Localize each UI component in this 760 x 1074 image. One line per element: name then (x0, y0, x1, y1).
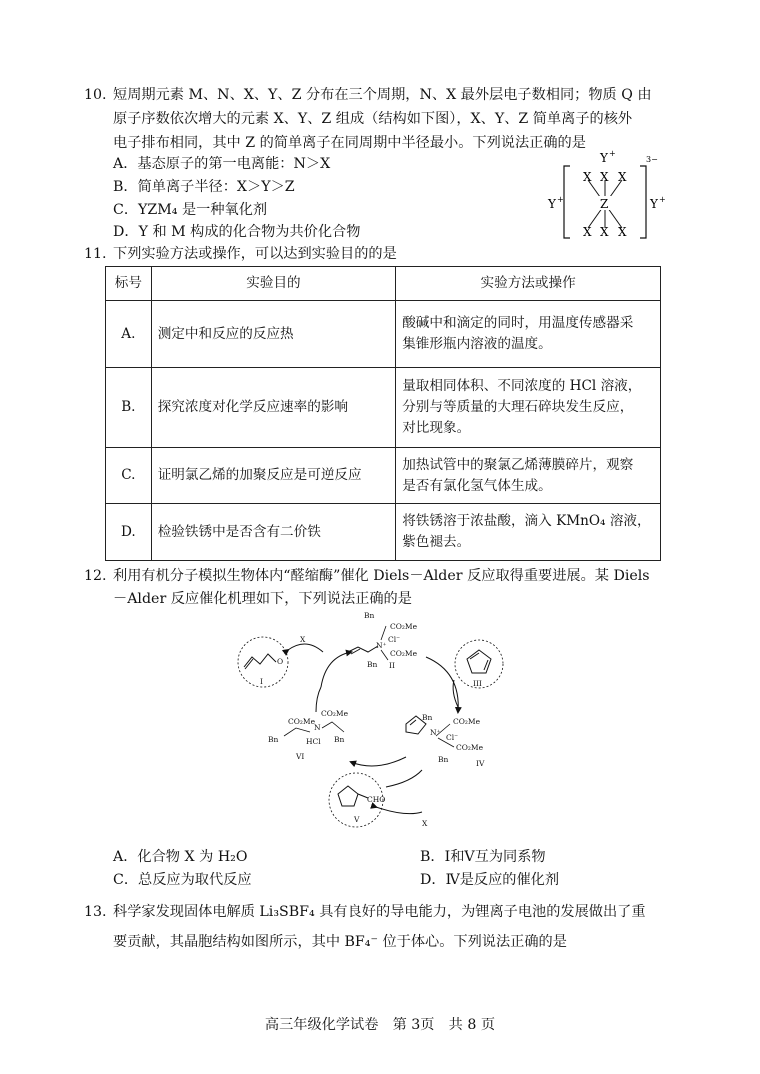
q10-ligand-tm: X (600, 170, 609, 184)
row-method (396, 368, 661, 448)
q10-option-d: D．Y 和 M 构成的化合物为共价化合物 (113, 224, 361, 240)
q10-stem-line-3: 电子排布相同，其中 Z 的简单离子在同周期中半径最小。下列说法正确的是 (113, 135, 586, 151)
q10-cation-top: Y (600, 151, 608, 165)
q13-number: 13. (84, 904, 107, 920)
table-row (106, 301, 661, 368)
q12-option-c: C．总反应为取代反应 (113, 872, 252, 888)
q11-stem: 下列实验方法或操作，可以达到实验目的的是 (113, 246, 397, 262)
compound-II-co2me-top: CO₂Me (390, 622, 418, 631)
arrow-X-label: X (300, 635, 306, 644)
row-method (396, 504, 661, 561)
row-purpose: 证明氯乙烯的加聚反应是可逆反应 (151, 448, 396, 504)
compound-I-label: I (260, 677, 263, 686)
row-purpose: 检验铁锈中是否含有二价铁 (151, 504, 396, 561)
compound-IV-nplus: N⁺ (430, 728, 441, 737)
q12-option-a: A．化合物 X 为 H₂O (113, 849, 248, 865)
q10-cation-left-charge: + (557, 195, 564, 204)
q12-option-b: B．Ⅰ和Ⅴ互为同系物 (420, 849, 546, 865)
q10-cation-left: Y (548, 197, 556, 211)
compound-V-label: V (354, 815, 360, 824)
q13-stem-line-2: 要贡献，其晶胞结构如图所示，其中 BF₄⁻ 位于体心。下列说法正确的是 (113, 934, 567, 950)
compound-VI-n: N (314, 723, 321, 732)
q10-option-c: C．YZM₄ 是一种氧化剂 (113, 202, 268, 218)
row-label: C. (106, 448, 152, 504)
q10-ligand-tr: X (618, 170, 627, 184)
q10-ligand-tl: X (583, 170, 592, 184)
method-line: 加热试管中的聚氯乙烯薄膜碎片，观察 (402, 456, 634, 473)
q11-number: 11. (84, 246, 107, 262)
compound-VI-bn-left: Bn (268, 735, 279, 744)
q10-cation-right: Y (650, 197, 658, 211)
q10-ligand-bl: X (583, 225, 592, 239)
row-method (396, 448, 661, 504)
q10-ligand-br: X (618, 225, 627, 239)
method-line: 将铁锈溶于浓盐酸，滴入 KMnO₄ 溶液， (402, 513, 651, 529)
compound-VI-hcl: HCl (306, 737, 321, 746)
q12-stem-line-2: －Alder 反应催化机理如下，下列说法正确的是 (113, 591, 412, 607)
compound-IV-co2me-top: CO₂Me (453, 717, 481, 726)
compound-II-bn-top: Bn (364, 612, 375, 620)
compound-II-label: II (389, 661, 395, 670)
q10-stem-line-2: 原子序数依次增大的元素 X、Y、Z 组成（结构如下图），X、Y、Z 简单离子的核外 (113, 111, 633, 127)
q13-stem-line-1: 科学家发现固体电解质 Li₃SBF₄ 具有良好的导电能力，为锂离子电池的发展做出了重 (113, 904, 646, 920)
row-label: D. (106, 504, 152, 561)
method-line: 对比现象。 (402, 420, 471, 436)
compound-V-cho: CHO (367, 795, 386, 804)
compound-VI-co2me-right: CO₂Me (321, 709, 349, 718)
compound-VI-label: VI (296, 752, 305, 761)
row-purpose: 探究浓度对化学反应速率的影响 (151, 368, 396, 448)
q10-cation-top-charge: + (609, 149, 616, 158)
arrow-X-label-bottom: X (422, 819, 428, 828)
compound-IV-bn-top: Bn (422, 713, 433, 722)
compound-VI-co2me-left: CO₂Me (288, 717, 316, 726)
row-purpose: 测定中和反应的反应热 (151, 301, 396, 368)
method-line: 集锥形瓶内溶液的温度。 (402, 336, 552, 352)
q10-structure-diagram (540, 148, 670, 244)
q10-center-atom: Z (600, 197, 609, 211)
header-label: 标号 (106, 267, 152, 301)
method-line: 是否有氯化氢气体生成。 (402, 477, 552, 494)
q12-option-d: D．Ⅳ是反应的催化剂 (420, 872, 560, 888)
row-label: B. (106, 368, 152, 448)
method-line: 分别与等质量的大理石碎块发生反应， (402, 399, 634, 415)
compound-I-oxygen: O (277, 657, 284, 666)
table-header-row (106, 267, 661, 301)
experiment-table (105, 266, 661, 561)
compound-IV-label: IV (476, 759, 485, 768)
method-line: 紫色褪去。 (402, 534, 471, 550)
header-purpose: 实验目的 (151, 267, 396, 301)
table-row (106, 448, 661, 504)
table-row (106, 368, 661, 448)
method-line: 酸碱中和滴定的同时，用温度传感器采 (402, 315, 634, 331)
q10-option-a: A．基态原子的第一电离能：N＞X (113, 156, 331, 172)
q10-ligand-bm: X (600, 225, 609, 239)
compound-IV-cl: Cl⁻ (446, 733, 459, 742)
compound-II-nplus: N⁺ (376, 641, 387, 650)
method-line: 量取相同体积、不同浓度的 HCl 溶液， (402, 378, 642, 394)
page-footer: 高三年级化学试卷 第 3页 共 8 页 (264, 1017, 496, 1033)
q12-number: 12. (84, 568, 107, 584)
q12-stem-line-1: 利用有机分子模拟生物体内“醛缩酶”催化 Diels－Alder 反应取得重要进展。某 Diels (113, 568, 650, 584)
header-method: 实验方法或操作 (396, 267, 661, 301)
compound-III-label: III (473, 679, 482, 688)
q10-number: 10. (84, 87, 107, 103)
compound-IV-co2me-bottom: CO₂Me (456, 743, 484, 752)
compound-IV-bn-bottom: Bn (438, 755, 449, 764)
compound-II-co2me-bottom: CO₂Me (390, 649, 418, 658)
q12-mechanism-diagram (226, 612, 516, 830)
table-row (106, 504, 661, 561)
row-method (396, 301, 661, 368)
compound-II-bn-bottom: Bn (367, 660, 378, 669)
row-label: A. (106, 301, 152, 368)
compound-VI-bn-right: Bn (334, 735, 345, 744)
q10-option-b: B．简单离子半径：X＞Y＞Z (113, 179, 295, 195)
q10-anion-charge: 3− (646, 155, 658, 164)
compound-II-cl: Cl⁻ (388, 635, 401, 644)
q10-stem-line-1: 短周期元素 M、N、X、Y、Z 分布在三个周期，N、X 最外层电子数相同；物质 Q 由 (113, 87, 652, 103)
q10-cation-right-charge: + (659, 195, 666, 204)
